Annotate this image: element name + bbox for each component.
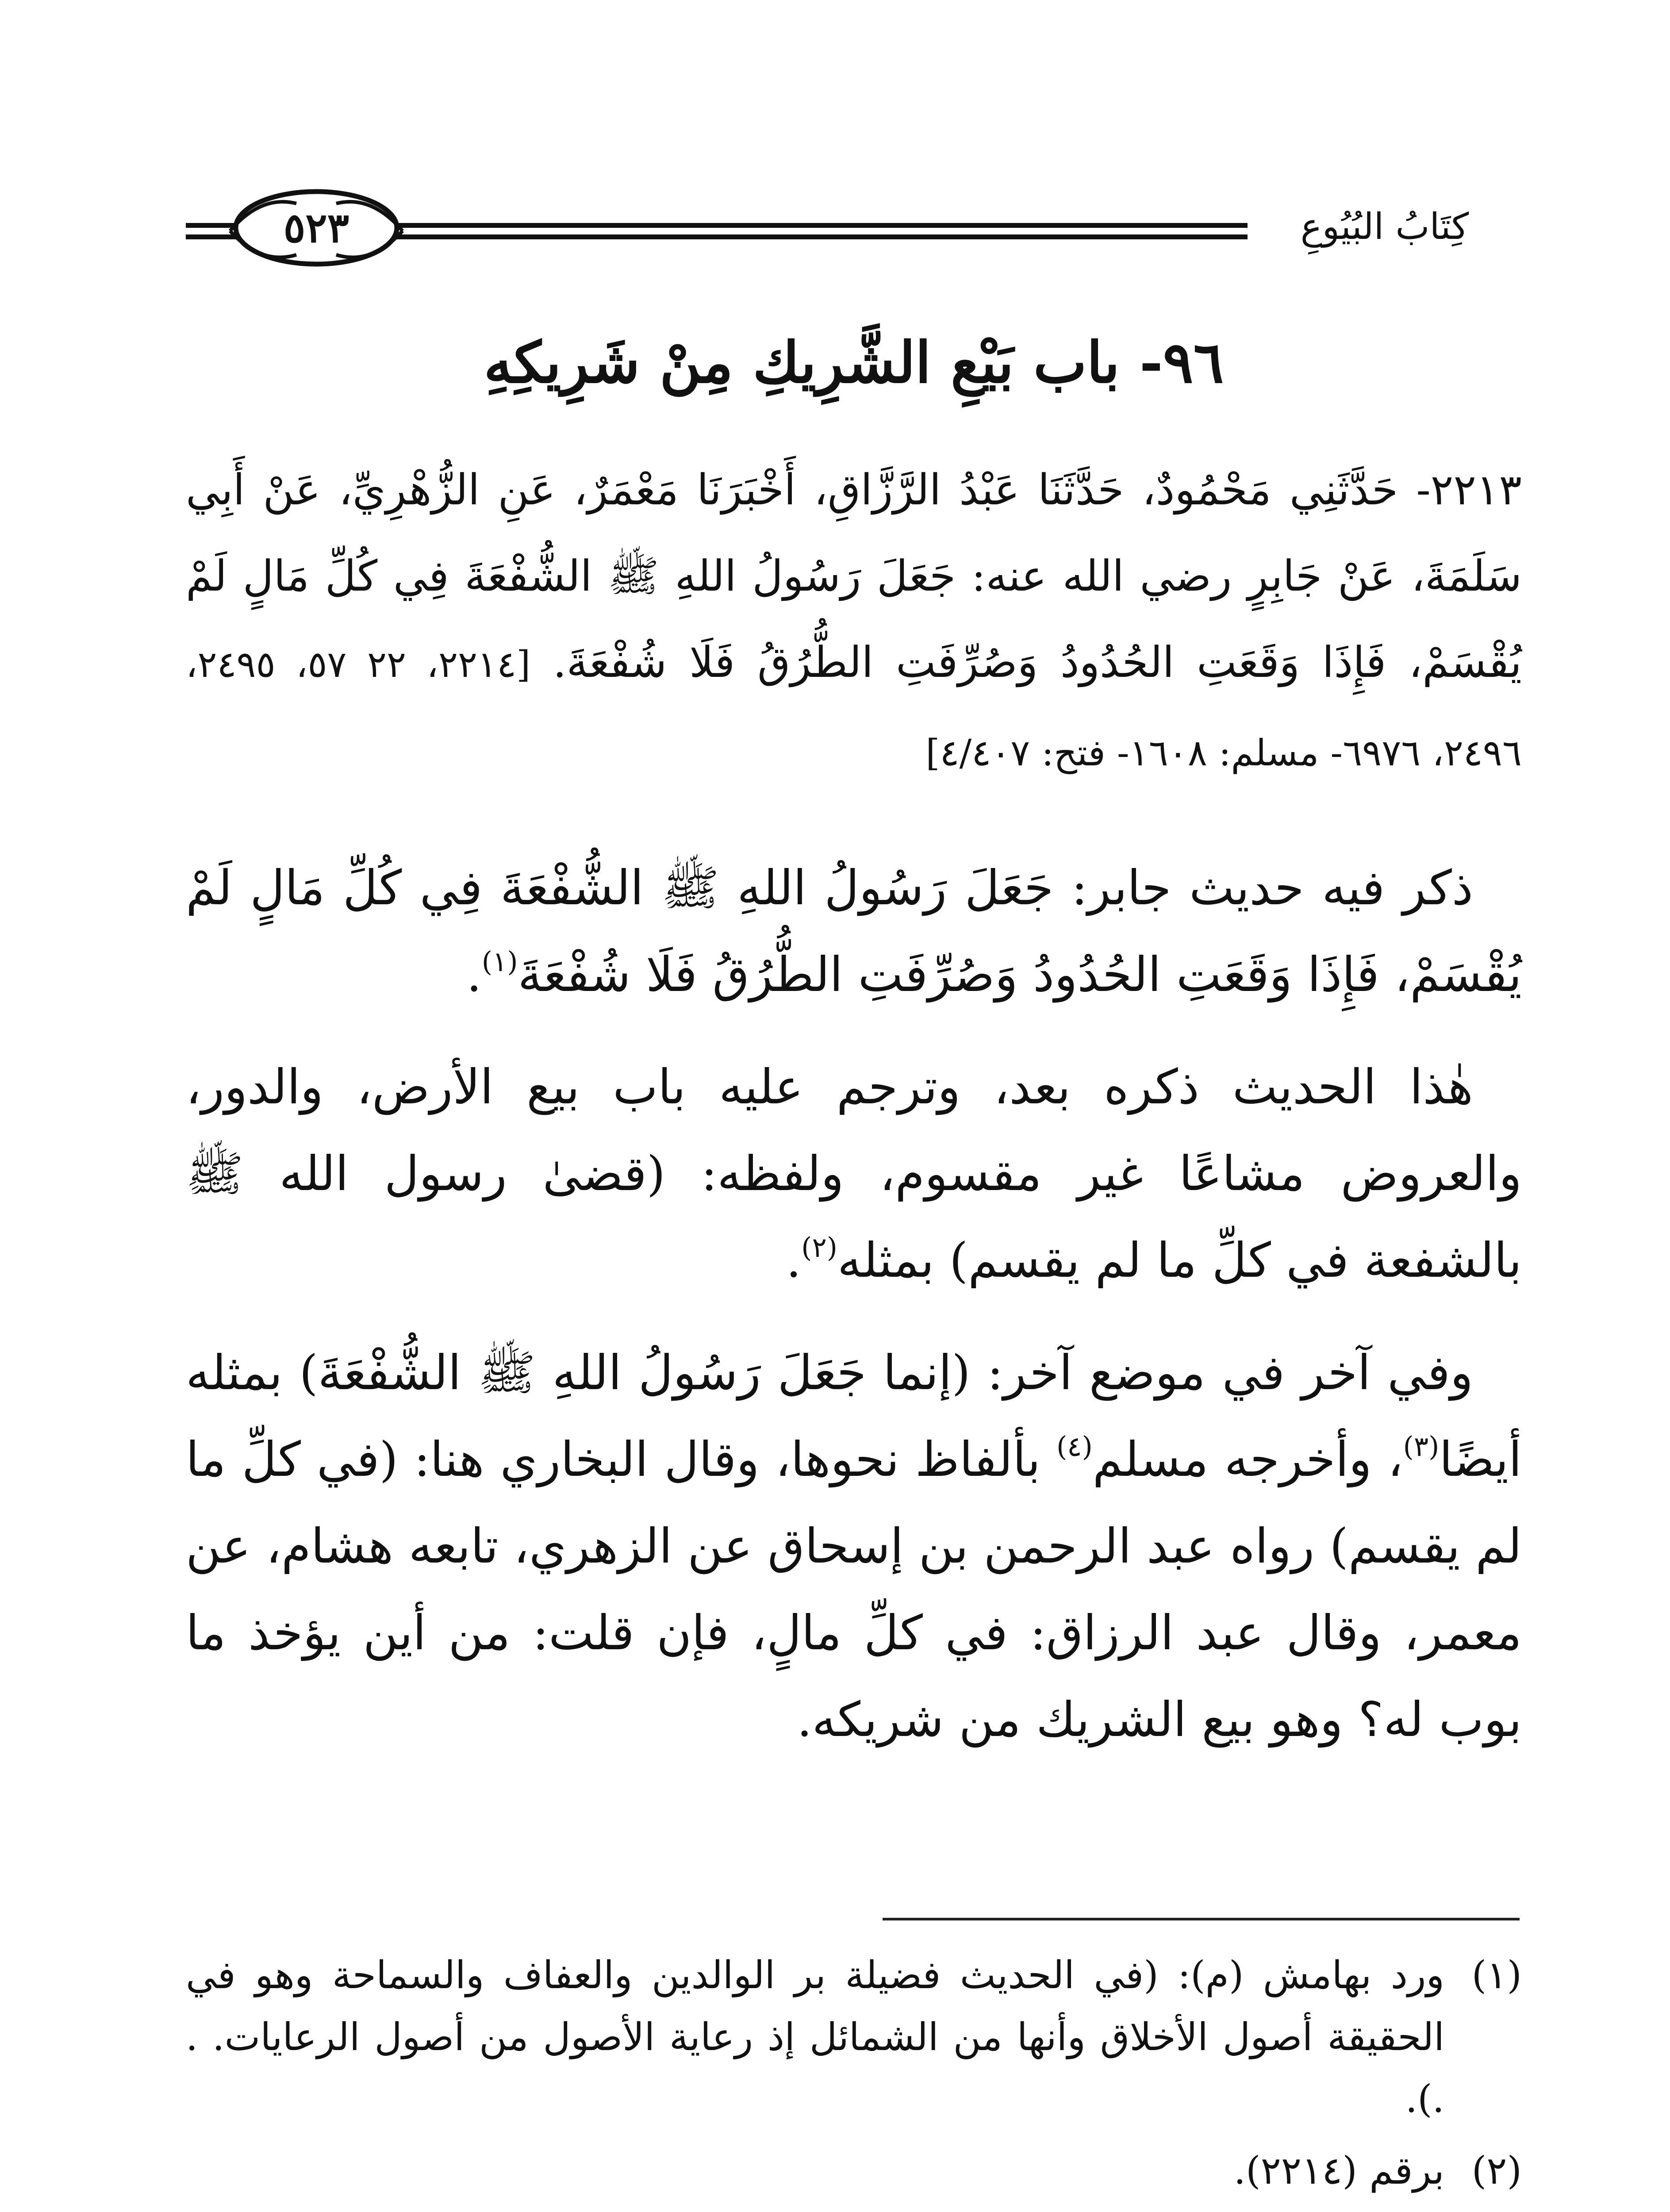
- paragraph-text: بألفاظ نحوها، وقال البخاري هنا: (في كلِّ ما لم يقسم) رواه عبد الرحمن بن إسحاق عن الزهري، تابعه هشام، عن معمر، وقال عبد الرزاق: في كلِّ مالٍ، فإن قلت: من أين يؤخذ ما بوب له؟ وهو بيع الشريك من شريكه.: [186, 1432, 1522, 1747]
- paragraph-end: .: [786, 1233, 802, 1288]
- footnote-ref: (٢): [801, 1231, 837, 1263]
- footnote-item: [186, 1944, 1522, 2130]
- paragraph-end: .: [466, 947, 482, 1002]
- paragraph-text: وفي آخر في موضع آخر: (إنما جَعَلَ رَسُولُ اللهِ ﷺ الشُّفْعَةَ) بمثله أيضًا: [186, 1345, 1522, 1487]
- running-header: [186, 177, 1522, 279]
- commentary: [186, 845, 1522, 1789]
- paragraph-text: ، وأخرجه مسلم: [1092, 1432, 1403, 1487]
- page-number: ٥٢٣: [283, 204, 349, 252]
- chapter-title: ٩٦- باب بَيْعِ الشَّرِيكِ مِنْ شَرِيكِهِ: [484, 330, 1224, 396]
- footnote-number: (١): [1471, 1953, 1522, 1997]
- footnotes: [186, 1944, 1522, 2212]
- commentary-paragraph: [186, 1330, 1522, 1763]
- paragraph-text: هٰذا الحديث ذكره بعد، وترجم عليه باب بيع الأرض، والدور، والعروض مشاعًا غير مقسوم، ولفظه: (قضىٰ رسول الله ﷺ بالشفعة في كلِّ ما لم يقسم) بمثله: [186, 1060, 1522, 1288]
- commentary-paragraph: [186, 1044, 1522, 1304]
- footnote-ref: (٣): [1403, 1430, 1440, 1463]
- commentary-paragraph: [186, 845, 1522, 1018]
- book-title: كِتَابُ البُيُوعِ: [1248, 203, 1522, 251]
- hadith-block: [186, 447, 1522, 796]
- hadith-text: ٢٢١٣- حَدَّثَنِي مَحْمُودٌ، حَدَّثَنَا عَبْدُ الرَّزَّاقِ، أَخْبَرَنَا مَعْمَرٌ، عَنِ الزُّهْرِيِّ، عَنْ أَبِي سَلَمَةَ، عَنْ جَابِرٍ رضي الله عنه: جَعَلَ رَسُولُ اللهِ ﷺ الشُّفْعَةَ فِي كُلِّ مَالٍ لَمْ يُقْسَمْ، فَإِذَا وَقَعَتِ الحُدُودُ وَصُرِّفَتِ الطُّرُقُ فَلَا شُفْعَةَ.: [186, 465, 1522, 687]
- footnote-number: (٢): [1471, 2149, 1522, 2193]
- footnote-item: [186, 2140, 1522, 2202]
- footnote-ref: (١): [481, 945, 518, 978]
- footnote-divider: [883, 1918, 1520, 1920]
- paragraph-text: ذكر فيه حديث جابر: جَعَلَ رَسُولُ اللهِ ﷺ الشُّفْعَةَ فِي كُلِّ مَالٍ لَمْ يُقْسَمْ، فَإِذَا وَقَعَتِ الحُدُودُ وَصُرِّفَتِ الطُّرُقُ فَلَا شُفْعَةَ: [186, 860, 1522, 1002]
- hadith-references: [٢٢١٤، ٢٢ ٥٧، ٢٤٩٥، ٢٤٩٦، ٦٩٧٦- مسلم: ١٦٠٨- فتح: ٤/٤٠٧]: [186, 644, 1522, 774]
- footnote-text: ورد بهامش (م): (في الحديث فضيلة بر الوالدين والعفاف والسماحة وهو في الحقيقة أصول الأخلاق وأنها من الشمائل إذ رعاية الأصول من أصول الرعايات. . .).: [186, 1953, 1444, 2121]
- footnote-text: برقم (٢٢١٤).: [1233, 2149, 1444, 2193]
- footnote-ref: (٤): [1056, 1430, 1093, 1463]
